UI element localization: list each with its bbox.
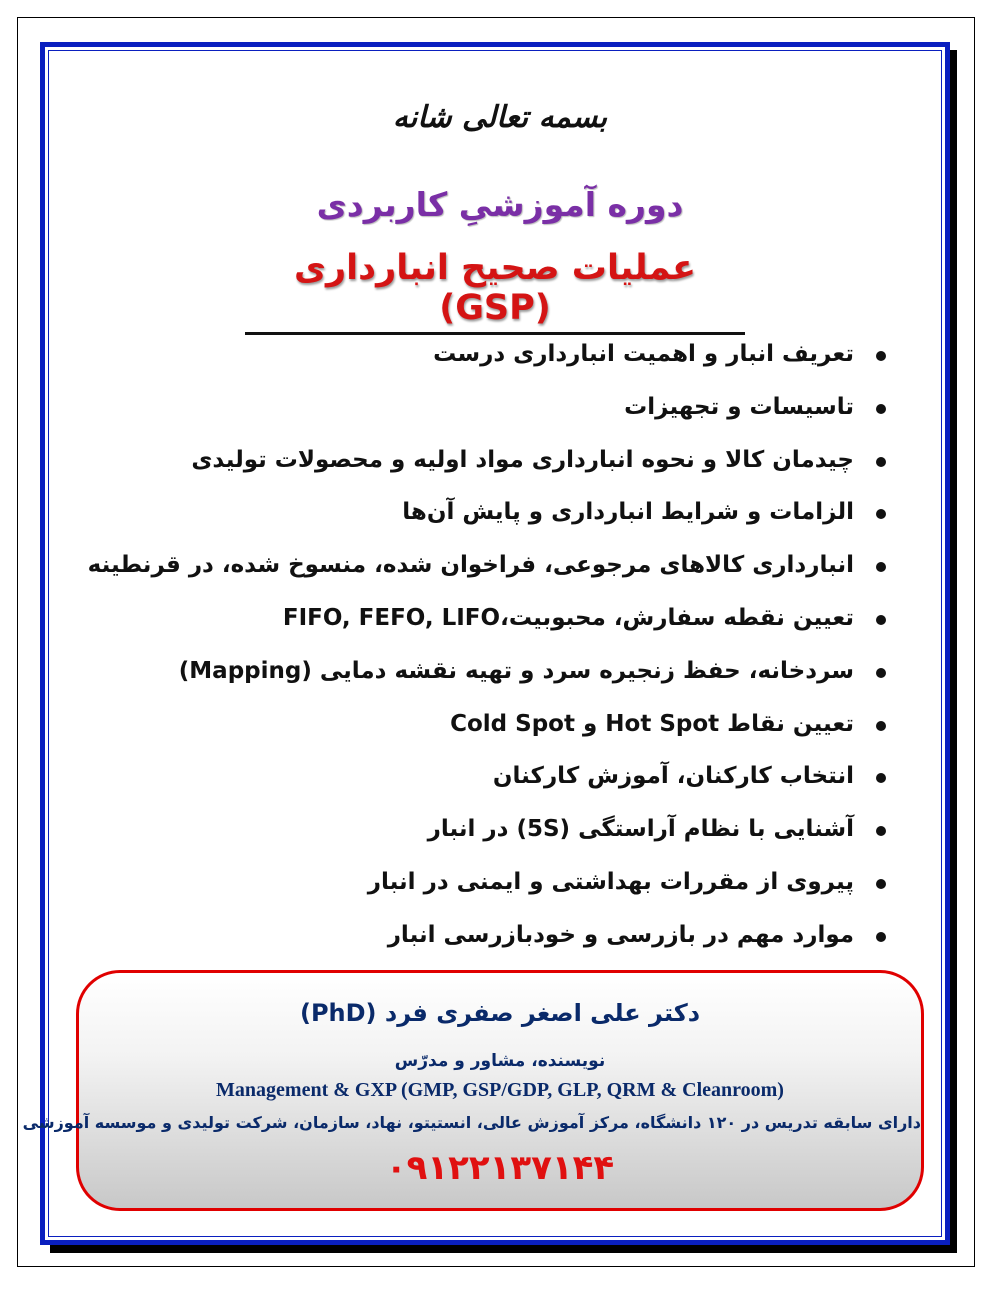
instructor-box <box>22 970 924 1211</box>
topic-text: تعیین نقاط Hot Spot و Cold Spot <box>450 710 854 737</box>
topic-text: موارد مهم در بازرسی و خودبازرسی انبار <box>387 921 854 948</box>
topic-item <box>98 434 888 487</box>
bismillah-calligraphy: بسمه تعالی شانه <box>392 100 608 135</box>
topic-text: سردخانه، حفظ زنجیره سرد و تهیه نقشه دمایی (Mapping) <box>178 657 854 684</box>
bullet-icon <box>876 615 886 625</box>
bullet-icon <box>876 404 886 414</box>
bullet-icon <box>876 668 886 678</box>
topic-item <box>98 698 888 751</box>
topic-text: چیدمان کالا و نحوه انبارداری مواد اولیه و محصولات تولیدی <box>191 446 854 473</box>
topic-item <box>98 381 888 434</box>
topic-text: تاسیسات و تجهیزات <box>624 393 854 420</box>
topic-item <box>98 856 888 909</box>
bullet-icon <box>876 932 886 942</box>
topic-item <box>98 909 888 962</box>
topic-text: پیروی از مقررات بهداشتی و ایمنی در انبار <box>367 868 854 895</box>
topic-text: تعریف انبار و اهمیت انبارداری درست <box>433 341 854 367</box>
instructor-role: نویسنده، مشاور و مدرّس <box>394 1051 606 1071</box>
topic-item <box>98 645 888 698</box>
topic-item <box>98 328 888 381</box>
course-type-heading: دوره آموزشیِ کاربردی <box>316 185 684 224</box>
bullet-icon <box>876 457 886 467</box>
bullet-icon <box>876 826 886 836</box>
instructor-name: دکتر علی اصغر صفری فرد (PhD) <box>299 999 701 1027</box>
bullet-icon <box>876 351 886 361</box>
topic-text: تعیین نقطه سفارش، محبوبیت،FIFO, FEFO, LIFO <box>282 604 854 631</box>
topic-item <box>98 750 888 803</box>
topic-text: الزامات و شرایط انبارداری و پایش آن‌ها <box>402 499 854 526</box>
topic-item <box>87 539 888 592</box>
topic-text: انتخاب کارکنان، آموزش کارکنان <box>492 763 854 790</box>
instructor-specialty: Management & GXP (GMP, GSP/GDP, GLP, QRM & Cleanroom) <box>216 1079 784 1101</box>
topic-item <box>98 803 888 856</box>
topic-item <box>98 592 888 645</box>
instructor-experience: دارای سابقه تدریس در ۱۲۰ دانشگاه، مرکز آموزش عالی، انستیتو، نهاد، سازمان، شرکت تولیدی و موسسه آموزشی <box>22 1113 921 1132</box>
instructor-phone[interactable]: ۰۹۱۲۲۱۳۷۱۴۴ <box>385 1148 615 1188</box>
bullet-icon <box>876 773 886 783</box>
topic-text: آشنایی با نظام آراستگی (5S) در انبار <box>427 816 854 843</box>
topics-list <box>87 328 888 962</box>
bullet-icon <box>876 879 886 889</box>
bullet-icon <box>876 509 886 519</box>
bullet-icon <box>876 562 886 572</box>
course-title: عملیات صحیح انبارداری (GSP) <box>245 248 745 335</box>
bullet-icon <box>876 721 886 731</box>
topic-item <box>98 486 888 539</box>
topic-text: انبارداری کالاهای مرجوعی، فراخوان شده، منسوخ شده، در قرنطینه <box>87 552 854 579</box>
